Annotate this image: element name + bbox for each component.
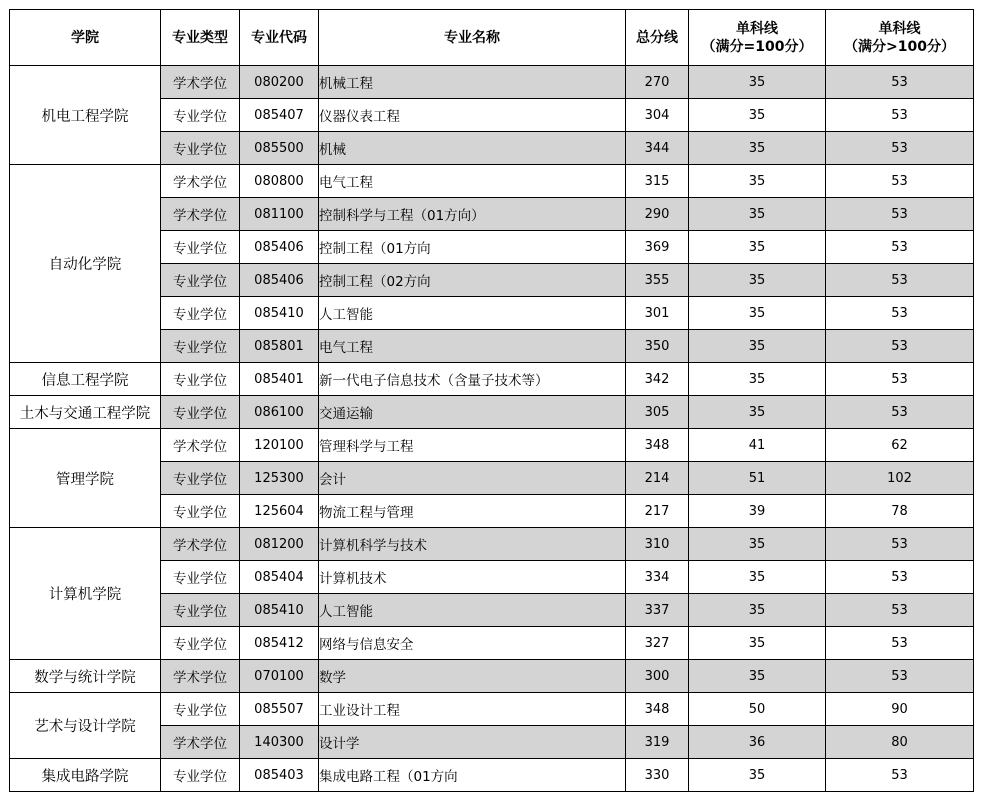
header-single-100	[689, 10, 826, 66]
total-score-cell: 270	[626, 66, 689, 99]
score-table	[9, 9, 974, 792]
single-gt100-cell: 102	[826, 462, 974, 495]
header-single-gt100-note: （满分>100分）	[844, 38, 955, 55]
degree-type-cell: 学术学位	[161, 198, 240, 231]
major-code-cell: 085401	[240, 363, 319, 396]
single-100-cell: 35	[689, 396, 826, 429]
header-single-gt100	[826, 10, 974, 66]
table-header	[10, 10, 974, 66]
degree-type-cell: 学术学位	[161, 726, 240, 759]
header-code: 专业代码	[240, 10, 319, 66]
degree-type-cell: 学术学位	[161, 165, 240, 198]
major-code-cell: 120100	[240, 429, 319, 462]
major-code-cell: 085507	[240, 693, 319, 726]
single-100-cell: 35	[689, 330, 826, 363]
single-gt100-cell: 53	[826, 132, 974, 165]
college-cell: 信息工程学院	[10, 363, 161, 396]
single-100-cell: 50	[689, 693, 826, 726]
table-row	[10, 693, 974, 726]
total-score-cell: 342	[626, 363, 689, 396]
major-name-cell: 控制工程（02方向	[319, 264, 626, 297]
college-cell: 数学与统计学院	[10, 660, 161, 693]
major-name-cell: 交通运输	[319, 396, 626, 429]
single-100-cell: 35	[689, 660, 826, 693]
single-100-cell: 36	[689, 726, 826, 759]
total-score-cell: 300	[626, 660, 689, 693]
single-100-cell: 41	[689, 429, 826, 462]
single-gt100-cell: 53	[826, 396, 974, 429]
major-name-cell: 电气工程	[319, 330, 626, 363]
major-code-cell: 085403	[240, 759, 319, 792]
degree-type-cell: 专业学位	[161, 264, 240, 297]
major-code-cell: 125300	[240, 462, 319, 495]
college-cell: 艺术与设计学院	[10, 693, 161, 759]
major-name-cell: 人工智能	[319, 297, 626, 330]
single-gt100-cell: 53	[826, 165, 974, 198]
major-name-cell: 管理科学与工程	[319, 429, 626, 462]
major-name-cell: 数学	[319, 660, 626, 693]
major-name-cell: 设计学	[319, 726, 626, 759]
degree-type-cell: 专业学位	[161, 231, 240, 264]
single-100-cell: 35	[689, 363, 826, 396]
major-name-cell: 控制工程（01方向	[319, 231, 626, 264]
single-100-cell: 35	[689, 198, 826, 231]
major-name-cell: 人工智能	[319, 594, 626, 627]
single-gt100-cell: 53	[826, 297, 974, 330]
total-score-cell: 305	[626, 396, 689, 429]
single-100-cell: 35	[689, 594, 826, 627]
total-score-cell: 369	[626, 231, 689, 264]
major-code-cell: 085410	[240, 297, 319, 330]
degree-type-cell: 专业学位	[161, 330, 240, 363]
header-single-100-note: （满分=100分）	[701, 38, 813, 55]
total-score-cell: 327	[626, 627, 689, 660]
major-code-cell: 086100	[240, 396, 319, 429]
single-gt100-cell: 53	[826, 363, 974, 396]
single-gt100-cell: 53	[826, 99, 974, 132]
header-college: 学院	[10, 10, 161, 66]
major-name-cell: 网络与信息安全	[319, 627, 626, 660]
degree-type-cell: 学术学位	[161, 429, 240, 462]
major-code-cell: 085404	[240, 561, 319, 594]
college-cell: 机电工程学院	[10, 66, 161, 165]
total-score-cell: 301	[626, 297, 689, 330]
degree-type-cell: 专业学位	[161, 495, 240, 528]
major-code-cell: 140300	[240, 726, 319, 759]
major-name-cell: 集成电路工程（01方向	[319, 759, 626, 792]
major-name-cell: 新一代电子信息技术（含量子技术等）	[319, 363, 626, 396]
major-code-cell: 085500	[240, 132, 319, 165]
single-gt100-cell: 53	[826, 198, 974, 231]
college-cell: 自动化学院	[10, 165, 161, 363]
single-100-cell: 35	[689, 231, 826, 264]
header-single-gt100-title: 单科线	[878, 20, 921, 37]
major-code-cell: 085407	[240, 99, 319, 132]
single-gt100-cell: 53	[826, 759, 974, 792]
major-name-cell: 会计	[319, 462, 626, 495]
single-100-cell: 35	[689, 264, 826, 297]
major-name-cell: 物流工程与管理	[319, 495, 626, 528]
major-code-cell: 085410	[240, 594, 319, 627]
header-single-100-title: 单科线	[736, 20, 778, 37]
total-score-cell: 214	[626, 462, 689, 495]
single-gt100-cell: 53	[826, 627, 974, 660]
table-row	[10, 528, 974, 561]
single-100-cell: 39	[689, 495, 826, 528]
single-gt100-cell: 53	[826, 264, 974, 297]
degree-type-cell: 学术学位	[161, 528, 240, 561]
major-name-cell: 机械	[319, 132, 626, 165]
college-cell: 土木与交通工程学院	[10, 396, 161, 429]
single-gt100-cell: 80	[826, 726, 974, 759]
college-cell: 计算机学院	[10, 528, 161, 660]
single-gt100-cell: 53	[826, 594, 974, 627]
degree-type-cell: 专业学位	[161, 561, 240, 594]
table-row	[10, 66, 974, 99]
single-100-cell: 51	[689, 462, 826, 495]
table-row	[10, 396, 974, 429]
degree-type-cell: 专业学位	[161, 297, 240, 330]
single-gt100-cell: 90	[826, 693, 974, 726]
single-100-cell: 35	[689, 627, 826, 660]
college-cell: 管理学院	[10, 429, 161, 528]
major-code-cell: 080200	[240, 66, 319, 99]
major-name-cell: 机械工程	[319, 66, 626, 99]
total-score-cell: 344	[626, 132, 689, 165]
degree-type-cell: 专业学位	[161, 132, 240, 165]
major-code-cell: 080800	[240, 165, 319, 198]
degree-type-cell: 专业学位	[161, 594, 240, 627]
degree-type-cell: 专业学位	[161, 462, 240, 495]
table-row	[10, 660, 974, 693]
major-code-cell: 085801	[240, 330, 319, 363]
header-name: 专业名称	[319, 10, 626, 66]
header-total: 总分线	[626, 10, 689, 66]
major-code-cell: 081200	[240, 528, 319, 561]
college-cell: 集成电路学院	[10, 759, 161, 792]
single-100-cell: 35	[689, 561, 826, 594]
single-gt100-cell: 53	[826, 330, 974, 363]
table-body	[10, 66, 974, 792]
degree-type-cell: 专业学位	[161, 693, 240, 726]
single-gt100-cell: 62	[826, 429, 974, 462]
single-100-cell: 35	[689, 132, 826, 165]
single-gt100-cell: 78	[826, 495, 974, 528]
major-code-cell: 070100	[240, 660, 319, 693]
major-code-cell: 085406	[240, 231, 319, 264]
table-row	[10, 759, 974, 792]
total-score-cell: 350	[626, 330, 689, 363]
major-name-cell: 计算机技术	[319, 561, 626, 594]
total-score-cell: 337	[626, 594, 689, 627]
major-code-cell: 125604	[240, 495, 319, 528]
major-name-cell: 工业设计工程	[319, 693, 626, 726]
single-100-cell: 35	[689, 297, 826, 330]
major-code-cell: 081100	[240, 198, 319, 231]
total-score-cell: 310	[626, 528, 689, 561]
table-row	[10, 363, 974, 396]
major-code-cell: 085406	[240, 264, 319, 297]
header-type: 专业类型	[161, 10, 240, 66]
major-name-cell: 计算机科学与技术	[319, 528, 626, 561]
major-name-cell: 电气工程	[319, 165, 626, 198]
total-score-cell: 348	[626, 693, 689, 726]
single-100-cell: 35	[689, 759, 826, 792]
total-score-cell: 315	[626, 165, 689, 198]
degree-type-cell: 专业学位	[161, 363, 240, 396]
total-score-cell: 290	[626, 198, 689, 231]
total-score-cell: 355	[626, 264, 689, 297]
single-gt100-cell: 53	[826, 66, 974, 99]
single-100-cell: 35	[689, 66, 826, 99]
degree-type-cell: 学术学位	[161, 66, 240, 99]
degree-type-cell: 专业学位	[161, 759, 240, 792]
total-score-cell: 348	[626, 429, 689, 462]
single-100-cell: 35	[689, 99, 826, 132]
single-gt100-cell: 53	[826, 660, 974, 693]
total-score-cell: 217	[626, 495, 689, 528]
degree-type-cell: 专业学位	[161, 99, 240, 132]
single-gt100-cell: 53	[826, 231, 974, 264]
single-gt100-cell: 53	[826, 528, 974, 561]
total-score-cell: 330	[626, 759, 689, 792]
single-100-cell: 35	[689, 528, 826, 561]
table-row	[10, 429, 974, 462]
degree-type-cell: 专业学位	[161, 396, 240, 429]
major-name-cell: 控制科学与工程（01方向）	[319, 198, 626, 231]
major-code-cell: 085412	[240, 627, 319, 660]
major-name-cell: 仪器仪表工程	[319, 99, 626, 132]
total-score-cell: 304	[626, 99, 689, 132]
single-100-cell: 35	[689, 165, 826, 198]
single-gt100-cell: 53	[826, 561, 974, 594]
degree-type-cell: 专业学位	[161, 627, 240, 660]
total-score-cell: 334	[626, 561, 689, 594]
table-row	[10, 165, 974, 198]
degree-type-cell: 学术学位	[161, 660, 240, 693]
total-score-cell: 319	[626, 726, 689, 759]
